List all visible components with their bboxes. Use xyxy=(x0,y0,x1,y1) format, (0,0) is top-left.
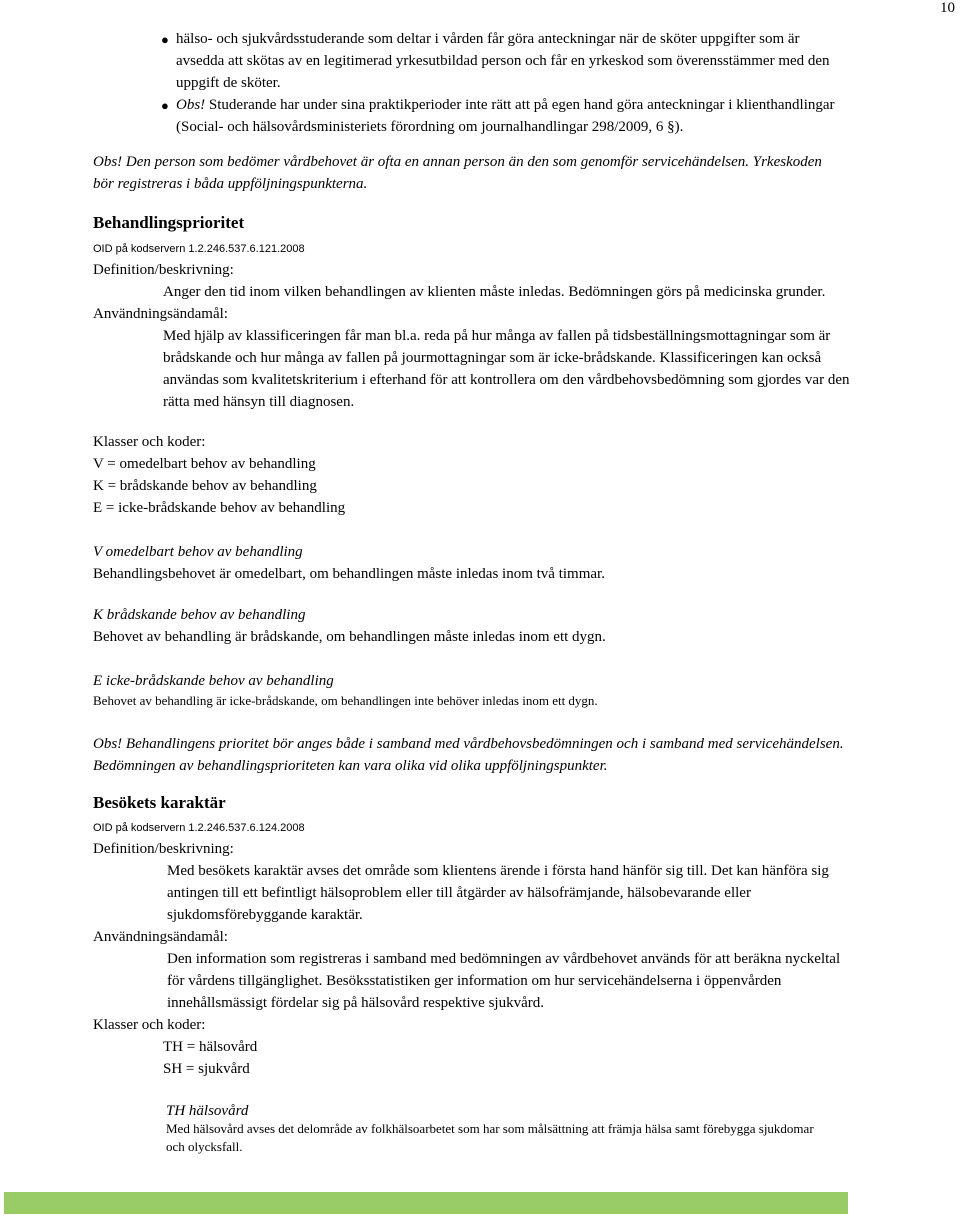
note-line-2: bör registreras i båda uppföljningspunkterna. xyxy=(93,176,368,192)
footer-bar xyxy=(4,1192,848,1214)
definition-label: Definition/beskrivning: xyxy=(93,841,234,857)
purpose-line: Med hjälp av klassificeringen får man bl.a. reda på hur många av fallen på tidsbeställningsmottagningar som är xyxy=(163,328,831,344)
definition-line: sjukdomsförebyggande karaktär. xyxy=(167,907,363,923)
purpose-label: Användningsändamål: xyxy=(93,929,228,945)
code-item: V = omedelbart behov av behandling xyxy=(93,456,316,472)
section-heading: Besökets karaktär xyxy=(93,793,226,812)
note-line-1: Obs! Den person som bedömer vårdbehovet är ofta en annan person än den som genomför servicehändelsen. Yrkeskoden xyxy=(93,154,822,170)
code-definition-text: Behovet av behandling är icke-brådskande, om behandlingen inte behöver inledas inom ett dygn. xyxy=(93,693,598,708)
code-item: K = brådskande behov av behandling xyxy=(93,478,317,494)
bullet-icon: ● xyxy=(161,32,169,47)
code-definition-text: Behovet av behandling är brådskande, om behandlingen måste inledas inom ett dygn. xyxy=(93,629,606,645)
page-number: 10 xyxy=(940,0,955,16)
bullet-icon: ● xyxy=(161,98,169,113)
definition-line: Med besökets karaktär avses det område som klientens ärende i första hand hänför sig till. Det kan hänföra sig xyxy=(167,863,829,879)
definition-text: Anger den tid inom vilken behandlingen av klienten måste inledas. Bedömningen görs på medicinska grunder. xyxy=(163,284,826,300)
purpose-line: brådskande och hur många av fallen på jourmottagningar som är icke-brådskande. Klassificeringen kan också xyxy=(163,350,822,366)
classes-label: Klasser och koder: xyxy=(93,1017,206,1033)
obs-label: Obs! xyxy=(176,97,206,113)
oid-text: OID på kodservern 1.2.246.537.6.124.2008 xyxy=(93,822,305,834)
code-definition-text: Behandlingsbehovet är omedelbart, om behandlingen måste inledas inom två timmar. xyxy=(93,566,605,582)
bullet-1-line-3: uppgift de sköter. xyxy=(176,75,281,91)
code-item: E = icke-brådskande behov av behandling xyxy=(93,500,346,516)
code-item: TH = hälsovård xyxy=(163,1039,258,1055)
priority-note-line: Bedömningen av behandlingsprioriteten kan vara olika vid olika uppföljningspunkter. xyxy=(93,758,608,774)
bullet-2-text: Studerande har under sina praktikperioder inte rätt att på egen hand göra anteckningar i klienthandlingar xyxy=(205,97,835,113)
code-definition-title: V omedelbart behov av behandling xyxy=(93,544,303,560)
code-item: SH = sjukvård xyxy=(163,1061,250,1077)
bullet-2-line-1 xyxy=(176,94,835,116)
code-definition-line: och olycksfall. xyxy=(166,1139,243,1154)
code-definition-title: K brådskande behov av behandling xyxy=(93,607,306,623)
purpose-line: innehållsmässigt fördelar sig på hälsovård respektive sjukvård. xyxy=(167,995,544,1011)
code-definition-title: E icke-brådskande behov av behandling xyxy=(93,673,334,689)
definition-line: antingen till ett befintligt hälsoproblem eller till åtgärder av hälsofrämjande, hälsobevarande eller xyxy=(167,885,751,901)
classes-label: Klasser och koder: xyxy=(93,434,206,450)
purpose-line: Den information som registreras i samband med bedömningen av vårdbehovet används för att beräkna nyckeltal xyxy=(167,951,841,967)
section-heading: Behandlingsprioritet xyxy=(93,213,245,232)
bullet-2-line-2: (Social- och hälsovårdsministeriets förordning om journalhandlingar 298/2009, 6 §). xyxy=(176,119,684,135)
purpose-line: för vårdens tillgänglighet. Besöksstatistiken ger information om hur servicehändelserna i öppenvården xyxy=(167,973,782,989)
priority-note-line: Obs! Behandlingens prioritet bör anges både i samband med vårdbehovsbedömningen och i samband med servicehändelsen. xyxy=(93,736,844,752)
purpose-line: användas som kvalitetskriterium i efterhand för att kontrollera om den vårdbehovsbedömning som gjordes var den xyxy=(163,372,850,388)
purpose-line: rätta med hänsyn till diagnosen. xyxy=(163,394,355,410)
purpose-label: Användningsändamål: xyxy=(93,306,228,322)
code-definition-line: Med hälsovård avses det delområde av folkhälsoarbetet som har som målsättning att främja hälsa samt förebygga sjukdomar xyxy=(166,1121,814,1136)
bullet-1-line-1: hälso- och sjukvårdsstuderande som deltar i vården får göra anteckningar när de sköter uppgifter som är xyxy=(176,31,800,47)
bullet-1-line-2: avsedda att skötas av en legitimerad yrkesutbildad person och får en yrkeskod som överensstämmer med den xyxy=(176,53,830,69)
oid-text: OID på kodservern 1.2.246.537.6.121.2008 xyxy=(93,243,305,255)
code-definition-title: TH hälsovård xyxy=(166,1103,249,1119)
definition-label: Definition/beskrivning: xyxy=(93,262,234,278)
